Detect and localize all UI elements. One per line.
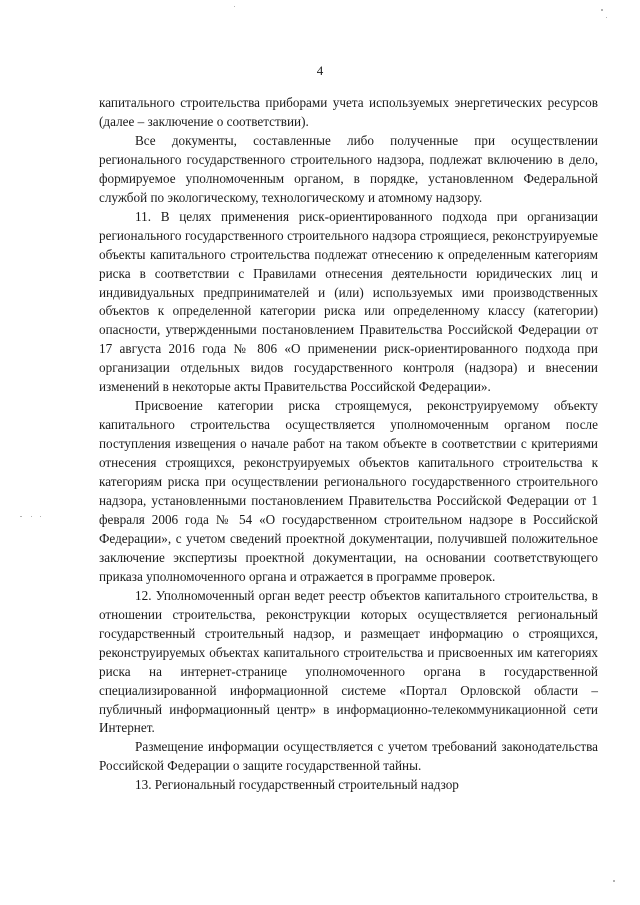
scan-speck [613,880,615,882]
paragraph-clause-12-registry: 12. Уполномоченный орган ведет реестр объектов капитального строительства, в отношении строительства, реконструкции которых осуществляется региональный государственный строительный надзор, и размещает информацию о строящихся, реконструируемых объектах капитального строительства и присвоенных им категориях риска на интернет-странице уполномоченного органа в государственной специализированной информационной системе «Портал Орловской области – публичный информационный центр» в информационно-телекоммуникационной сети Интернет. [99,587,598,736]
body-text [99,94,598,795]
scan-speck [31,516,32,517]
scan-speck [40,516,41,517]
paragraph-clause-13-start: 13. Региональный государственный строительный надзор [135,777,459,793]
paragraph-state-secret: Размещение информации осуществляется с учетом требований законодательства Российской Федерации о защите государственной тайны. [99,739,598,774]
scan-speck [606,17,607,18]
scan-speck [601,9,603,11]
paragraph-risk-category-assignment: Присвоение категории риска строящемуся, реконструируемому объекту капитального строительства осуществляется уполномоченным органом после поступления извещения о начале работ на таком объекте в соответствии с критериями отнесения строящихся, реконструируемых объектов капитального строительства к категориям риска при осуществлении регионального государственного строительного надзора, установленными постановлением Правительства Российской Федерации от 1 февраля 2006 года № 54 «О государственном строительном надзоре в Российской Федерации», с учетом сведений проектной документации, получившей положительное заключение экспертизы проектной документации, на основании соответствующего приказа уполномоченного органа и отражается в программе проверок. [99,398,598,584]
scan-speck [20,516,22,517]
paragraph-documents-in-file: Все документы, составленные либо полученные при осуществлении регионального государственного строительного надзора, подлежат включению в дело, формируемое уполномоченным органом, в порядке, установленном Федеральной службой по экологическому, технологическому и атомному надзору. [99,132,598,205]
scan-speck [234,6,235,7]
paragraph-energy-meters-conclusion: капитального строительства приборами учета используемых энергетических ресурсов (далее – заключение о соответствии). [99,95,598,129]
paragraph-clause-11-risk-approach: 11. В целях применения риск-ориентированного подхода при организации регионального государственного строительного надзора строящиеся, реконструируемые объекты капитального строительства подлежат отнесению к определенным категориям риска в соответствии с Правилами отнесения деятельности юридических лиц и индивидуальных предпринимателей и (или) используемых ими производственных объектов к определенной категории риска или определенному классу (категории) опасности, утвержденными постановлением Правительства Российской Федерации от 17 августа 2016 года № 806 «О применении риск-ориентированного подхода при организации отдельных видов государственного контроля (надзора) и внесении изменений в некоторые акты Правительства Российской Федерации». [99,208,598,395]
page-number: 4 [316,63,324,78]
